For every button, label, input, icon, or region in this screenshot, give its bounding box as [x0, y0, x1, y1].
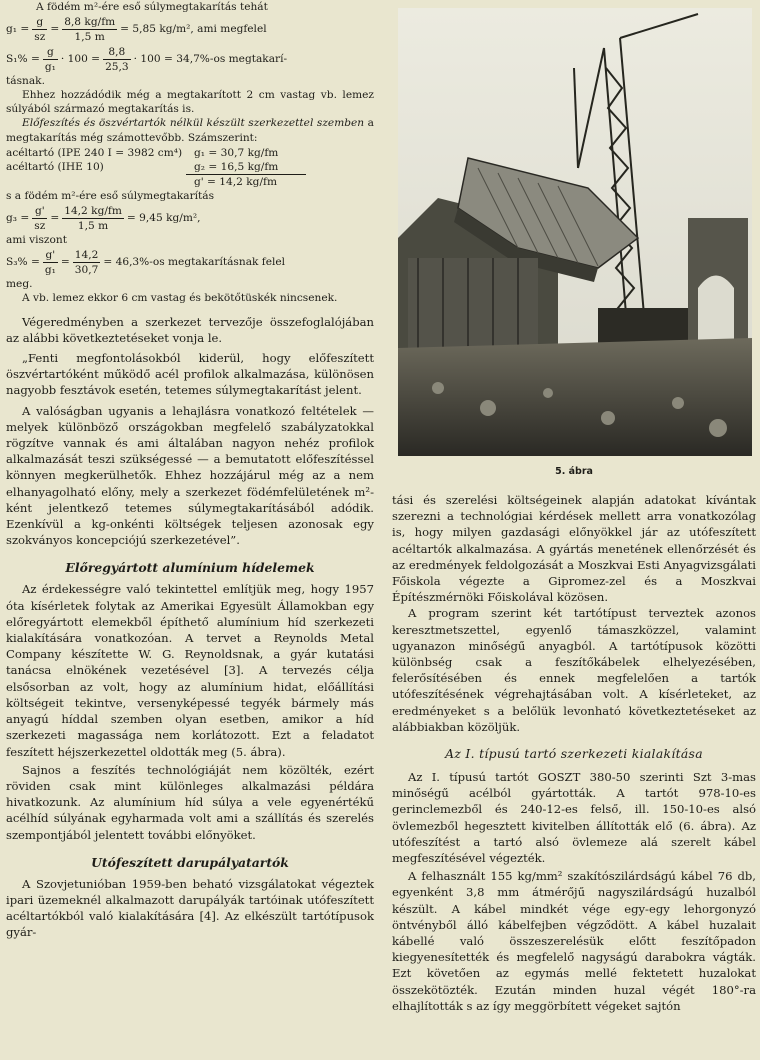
- fraction: $\frac{14,2 kg/fm}{1,5 m}$: [64, 204, 122, 232]
- paragraph: Végeredményben a szerkezet tervezője összefoglalójában az alábbi következtetéseket vonja le.: [6, 314, 374, 345]
- paragraph: Az érdekességre való tekintettel említjük meg, hogy 1957 óta kísérletek folytak az Amerikai Egyesült Államokban egy előregyártott elemekből építhető alumínium híd szerkezeti kialakítására vonatkozóan. A tervet a Reynolds Metal Company készítette W. G. Reynoldsnak, a gyár kutatási tanácsa elnökének vezetésével [3]. A tervezés célja elsősorban az volt, hogy az alumínium hidat, előállítási költségeit tekintve, versenyképessé tegyék bármely más anyagú híddal szemben olyan esetben, amikor a híd szerkezeti magassága nem korlátozott. Ezt a feladatot feszített héjszerkezettel oldották meg (5. ábra).: [6, 582, 374, 759]
- fraction: $\frac{g'}{sz}$: [34, 204, 46, 232]
- bridge-photo: [398, 8, 752, 456]
- bridge-photo-illustration: [398, 8, 752, 456]
- left-column: A födém m²-ére eső súlymegtakarítás tehát g₁ = $\frac{g}{sz}$ = $\frac{8,8 kg/fm}{1,5 m}$ = 5,85 kg/m², ami megfelel S₁% = $\frac{g}{\text{g₁}}$ · 100 = $\frac{8,8}{25,3}$ · 100 = 34,7%-os megtakarí- tásnak. Ehhez hozzádódik még a megtakarított 2 cm vastag vb. lemez súlyából származó megtakarítás is. Előfeszítés és öszvértartók nélkül készült szerkezettel szemben a megtakarítás még számottevőbb. Számszerint: acéltartó (IPE 240 I = 3982 cm⁴) g₁ = 30,7 kg/fm acéltartó (IHE 10) g₂ = 16,5 kg/fm g' = 14,2 kg/fm s a födém m²-ére eső súlymegtakarítás g₃ = $\frac{g'}{sz}$ = $\frac{14,2 kg/fm}{1,5 m}$ = 9,45 kg/m², ami viszont S₃% = $\frac{g'}{\text{g₁}}$ = $\frac{14,2}{30,7}$ = 46,3%-os megtakarításnak felel meg. A vb. lemez ekkor 6 cm vastag és bekötőtüskék nincsenek. Végeredményben a szerkezet tervezője összefoglalójában az alábbi következtetéseket vonja le. „Fenti megfontolásokból kiderül, hogy előfeszített öszvértartóként működő acél profilok alkalmazása, különösen nagyobb fesztávok esetén, tetemes súlymegtakarítást jelent. A valóságban ugyanis a lehajlásra vonatkozó feltételek — melyek különböző országokban megfelelő szabályzatokkal rögzítve vannak és ami általában nagyon nehéz profilok alkalmazását teszi szükségessé — a bemutatott előfeszítéssel könnyen megkerülhetők. Ehhez hozzájárul még az a nem elhanyagolható előny, mely a szerkezet födémfelületének m²-ként jelentkező tetemes súlymegtakarításából adódik. Ezenkívül a kg-onkénti költségek teljesen azonosak egy szokványos koncepciójú szerkezetével”. Előregyártott alumínium hídelemek Az érdekességre való tekintettel említjük meg, hogy 1957 óta kísérletek folytak az Amerikai Egyesült Államokban egy előregyártott elemekből építhető alumínium híd szerkezeti kialakítására vonatkozóan. A tervet a Reynolds Metal Company készítette W. G. Reynoldsnak, a gyár kutatási tanácsa elnökének vezetésével [3]. A tervezés célja elsősorban az volt, hogy az alumínium hidat, előállítási költségeit tekintve, versenyképessé tegyék bármely más anyagú híddal szemben olyan esetben, amikor a híd szerkezeti magassága nem korlátozott. Ezt a feladatot feszített héjszerkezettel oldották meg (5. ábra). Sajnos a feszítés technológiáját nem közölték, ezért röviden csak mint különleges alkalmazási példára hivatkozunk. Az alumínium híd súlya a vele egyenértékű acélhíd súlyának egyharmada volt ami a szállítás és szerelés szempontjából jelentett további előnyöket. Utófeszített darupályatartók A Szovjetunióban 1959-ben beható vizsgálatokat végeztek ipari üzemeknél alkalmazott darupályák tartóinak utófeszített acéltartókból való kialakítására [4]. Az elkészült tartótípusok gyár-: [6, 1, 374, 940]
- fraction: $\frac{14,2}{30,7}$: [74, 248, 99, 276]
- formula-s3: S₃% = $\frac{g'}{\text{g₁}}$ = $\frac{14,2}{30,7}$ = 46,3%-os megtakarításnak felel: [6, 248, 286, 276]
- section-heading: Utófeszített darupályatartók: [91, 854, 289, 870]
- formula-lhs: g₁ =: [6, 23, 30, 35]
- paragraph: A vb. lemez ekkor 6 cm vastag és bekötőtüskék nincsenek.: [22, 292, 338, 305]
- paragraph: tási és szerelési költségeinek alapján adatokat kívántak szerezni a technológiai kérdések mellett arra vonatkozólag is, hogy milyen gazdasági előnyökkel jár az utófeszített acéltartók alkalmazása. A gyártás menetének ellenőrzését és az eredmények feldolgozását a Moszkvai Esti Anyagvizsgálati Főiskola végezte a Gipromez-zel és a Moszkvai Építészmérnöki Főiskolával közösen.: [392, 493, 756, 605]
- paragraph: Az I. típusú tartót GOSZT 380-50 szerinti Szt 3-mas minőségű acélból gyártották. A tartót 978-10-es gerinclemezből és 240-12-es felső, ill. 150-10-es alsó övlemezből hegesztett kivitelben állították elő (6. ábra). Az utófeszítést a tartó alsó övlemeze alá szerelt kábel megfeszítésével végezték.: [392, 770, 756, 866]
- paragraph: Előfeszítés és öszvértartók nélkül készült szerkezettel szemben a megtakarítás még számottevőbb. Számszerint:: [6, 117, 374, 144]
- paragraph: A program szerint két tartótípust terveztek azonos keresztmetszettel, egyenlő támaszközzel, valamint ugyanazon minőségű anyagból. A tartótípusok közötti különbség csak a feszítőkábelek elhelyezésében, felerősítésében és ennek megfelelően a tartók utófeszítésének végrehajtásában volt. A kísérleteket, az eredményeket s a belőlük levonható következtetéseket az alábbiakban közöljük.: [392, 606, 756, 734]
- fraction: $\frac{8,8 kg/fm}{1,5 m}$: [64, 15, 116, 43]
- formula-intro-1: A födém m²-ére eső súlymegtakarítás tehát: [36, 1, 268, 13]
- section-heading: Előregyártott alumínium hídelemek: [65, 560, 315, 576]
- paragraph: „Fenti megfontolásokból kiderül, hogy előfeszített öszvértartóként működő acél profilok alkalmazása, különösen nagyobb fesztávok esetén, tetemes súlymegtakarítást jelent.: [6, 351, 374, 398]
- fraction: $\frac{g'}{\text{g₁}}$: [44, 248, 56, 276]
- figure-caption: 5. ábra: [555, 466, 593, 477]
- profile-table: acéltartó (IPE 240 I = 3982 cm⁴) g₁ = 30,7 kg/fm acéltartó (IHE 10) g₂ = 16,5 kg/fm g' = 14,2 kg/fm: [6, 146, 374, 190]
- fraction: $\frac{g}{sz}$: [34, 15, 46, 43]
- fraction: $\frac{g}{\text{g₁}}$: [44, 45, 56, 73]
- paragraph: Ehhez hozzádódik még a megtakarított 2 cm vastag vb. lemez súlyából származó megtakarítás is.: [6, 89, 374, 116]
- formula-g1: g₁ = $\frac{g}{sz}$ = $\frac{8,8 kg/fm}{1,5 m}$ = 5,85 kg/m², ami megfelel: [6, 15, 267, 43]
- right-column: [392, 492, 756, 1014]
- paragraph: A Szovjetunióban 1959-ben beható vizsgálatokat végeztek ipari üzemeknél alkalmazott darupályák tartóinak utófeszített acéltartókból való kialakítására [4]. Az elkészült tartótípusok gyár-: [6, 876, 374, 940]
- formula-g3: g₃ = $\frac{g'}{sz}$ = $\frac{14,2 kg/fm}{1,5 m}$ = 9,45 kg/m²,: [6, 204, 201, 232]
- section-heading: Az I. típusú tartó szerkezeti kialakítása: [445, 746, 703, 762]
- fraction: $\frac{8,8}{25,3}$: [105, 45, 129, 73]
- paragraph: A valóságban ugyanis a lehajlásra vonatkozó feltételek — melyek különböző országokban megfelelő szabályzatokkal rögzítve vannak és ami általában nagyon nehéz profilok alkalmazását teszi szükségessé — a bemutatott előfeszítéssel könnyen megkerülhetők. Ehhez hozzájárul még az a nem elhanyagolható előny, mely a szerkezet födémfelületének m²-ként jelentkező tetemes súlymegtakarításából adódik. Ezenkívül a kg-onkénti költségek teljesen azonosak egy szokványos koncepciójú szerkezetével”.: [6, 403, 374, 548]
- formula-s1: S₁% = $\frac{g}{\text{g₁}}$ · 100 = $\frac{8,8}{25,3}$ · 100 = 34,7%-os megtakarí-: [6, 45, 288, 73]
- paragraph: A felhasznált 155 kg/mm² szakítószilárdságú kábel 76 db, egyenként 3,8 mm átmérőjű nagyszilárdságú huzalból készült. A kábel mindkét vége egy-egy lehorgonyzó öntvényből álló kábelfejben végződött. A kábel huzalait kábellé való összeszerelésük előtt feszítőpadon kiegyenesítették és megfelelő nagyságú darabokra vágták. Ezt követően az egymás mellé fektetett huzalokat összekötözték. Ezután minden huzal végét 180°-ra elhajlították s az így meggörbített végeket sajtón: [392, 869, 756, 1013]
- paragraph: Sajnos a feszítés technológiáját nem közölték, ezért röviden csak mint különleges alkalmazási példára hivatkozunk. Az alumínium híd súlya a vele egyenértékű acélhíd súlyának egyharmada volt ami a szállítás és szerelés szempontjából jelentett további előnyöket.: [6, 762, 374, 842]
